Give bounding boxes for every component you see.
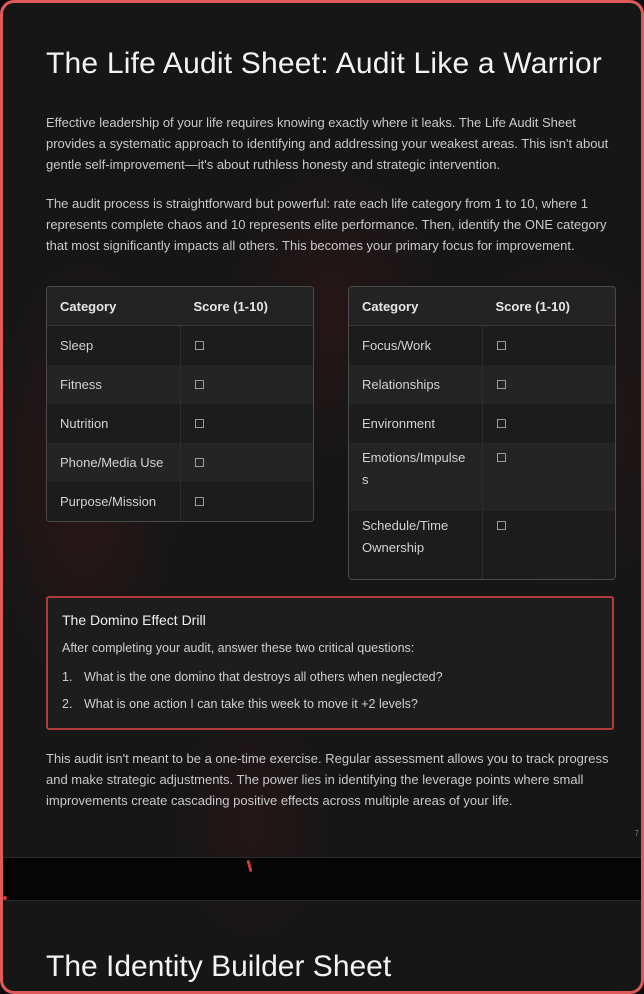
table-row bbox=[47, 365, 313, 404]
category-cell: Relationships bbox=[349, 365, 483, 404]
table-header-row bbox=[349, 287, 615, 326]
table-row bbox=[349, 404, 615, 443]
column-header-category: Category bbox=[349, 287, 483, 326]
page-title: The Life Audit Sheet: Audit Like a Warrior bbox=[46, 47, 602, 80]
intro-paragraph: Effective leadership of your life requires knowing exactly where it leaks. The Life Audit Sheet provides a systematic approach to identifying and addressing your weakest areas. This isn't about gentle self-improvement—it's about ruthless honesty and strategic intervention. bbox=[46, 115, 609, 172]
table-header-row bbox=[47, 287, 313, 326]
column-header-score: Score (1-10) bbox=[181, 287, 314, 326]
category-cell: Purpose/Mission bbox=[47, 482, 181, 521]
question-number: 1. bbox=[62, 670, 73, 684]
question-item bbox=[62, 670, 443, 684]
score-checkbox[interactable]: ☐ bbox=[181, 482, 314, 521]
category-cell: Nutrition bbox=[47, 404, 181, 443]
score-checkbox[interactable]: ☐ bbox=[181, 326, 314, 366]
callout-title: The Domino Effect Drill bbox=[62, 612, 206, 628]
category-cell: Focus/Work bbox=[349, 326, 483, 366]
process-paragraph: The audit process is straightforward but powerful: rate each life category from 1 to 10, where 1 represents complete chaos and 10 represents elite performance. Then, identify the ONE category that most significantly impacts all others. This becomes your primary focus for improvement. bbox=[46, 196, 607, 253]
decorative-spark bbox=[246, 860, 252, 872]
question-number: 2. bbox=[62, 697, 73, 711]
category-cell: Environment bbox=[349, 404, 483, 443]
table-row bbox=[47, 443, 313, 482]
category-cell: Phone/Media Use bbox=[47, 443, 181, 482]
callout-intro: After completing your audit, answer these two critical questions: bbox=[62, 641, 415, 655]
category-cell: Fitness bbox=[47, 365, 181, 404]
page-identity-builder bbox=[3, 900, 641, 994]
category-cell: Schedule/Time Ownership bbox=[349, 511, 483, 579]
score-checkbox[interactable]: ☐ bbox=[483, 511, 616, 579]
page-divider bbox=[3, 857, 641, 901]
question-item bbox=[62, 697, 418, 711]
score-checkbox[interactable]: ☐ bbox=[181, 404, 314, 443]
page-number: 7 bbox=[634, 829, 639, 838]
table-row bbox=[349, 511, 615, 579]
domino-effect-callout bbox=[46, 596, 614, 730]
score-checkbox[interactable]: ☐ bbox=[483, 443, 616, 511]
score-checkbox[interactable]: ☐ bbox=[181, 365, 314, 404]
score-checkbox[interactable]: ☐ bbox=[483, 326, 616, 366]
column-header-category: Category bbox=[47, 287, 181, 326]
category-cell: Sleep bbox=[47, 326, 181, 366]
table-row bbox=[349, 365, 615, 404]
score-checkbox[interactable]: ☐ bbox=[483, 365, 616, 404]
audit-table-right bbox=[348, 286, 616, 580]
question-text: What is one action I can take this week to move it +2 levels? bbox=[84, 697, 418, 711]
table-row bbox=[47, 404, 313, 443]
category-cell: Emotions/Impulses bbox=[349, 443, 483, 511]
score-checkbox[interactable]: ☐ bbox=[181, 443, 314, 482]
closing-paragraph: This audit isn't meant to be a one-time exercise. Regular assessment allows you to track progress and make strategic adjustments. The power lies in identifying the leverage points where small improvements create cascading positive effects across multiple areas of your life. bbox=[46, 751, 609, 808]
audit-table-left bbox=[46, 286, 314, 522]
score-checkbox[interactable]: ☐ bbox=[483, 404, 616, 443]
table-row bbox=[47, 482, 313, 521]
table-row bbox=[349, 443, 615, 511]
table-row bbox=[47, 326, 313, 366]
page-life-audit bbox=[3, 3, 641, 855]
page-title: The Identity Builder Sheet bbox=[46, 950, 392, 983]
column-header-score: Score (1-10) bbox=[483, 287, 616, 326]
table-row bbox=[349, 326, 615, 366]
question-text: What is the one domino that destroys all others when neglected? bbox=[84, 670, 443, 684]
